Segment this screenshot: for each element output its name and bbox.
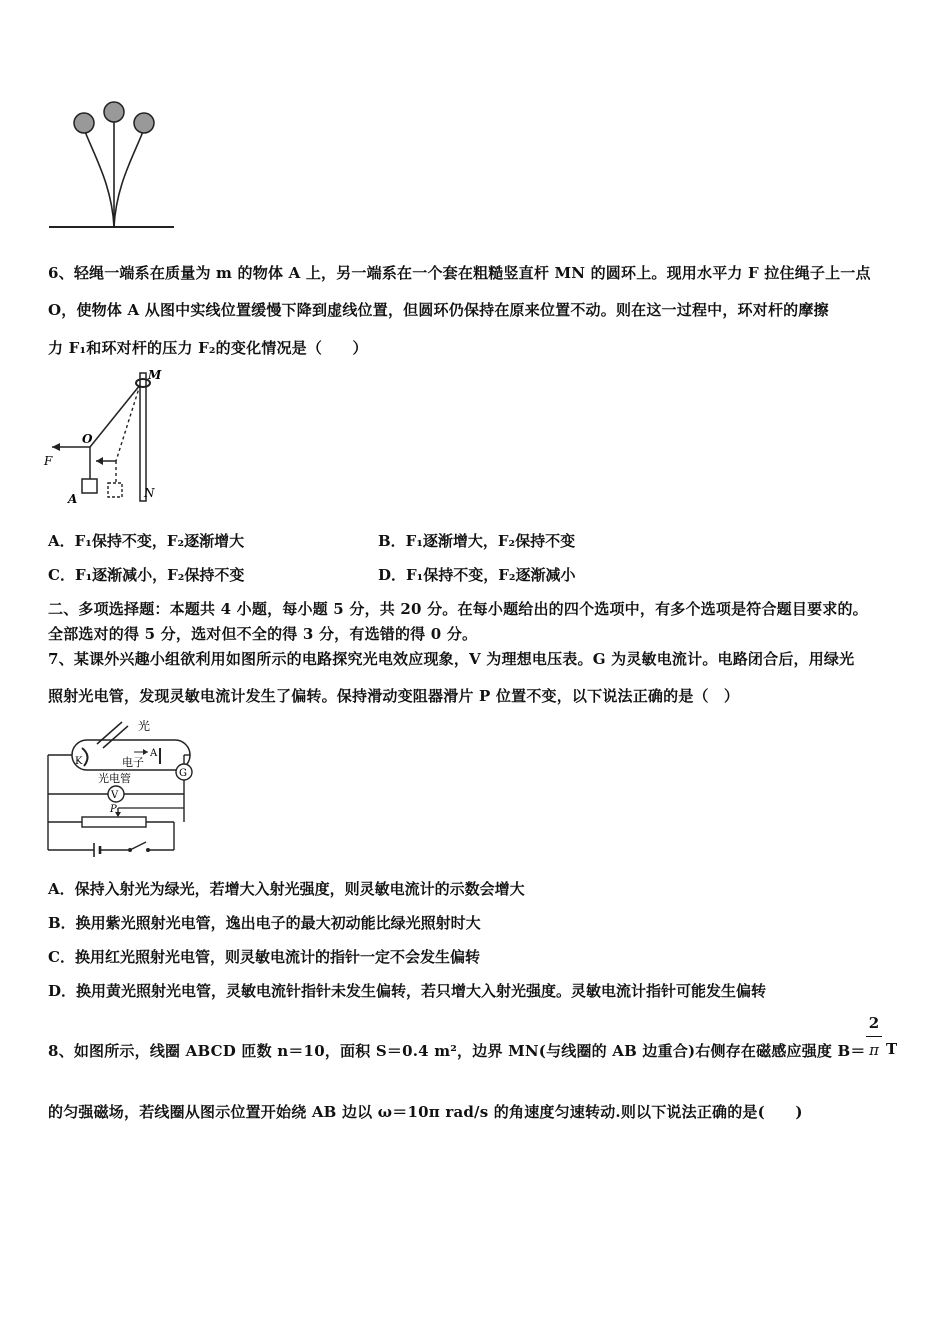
q6-line-3: 力 F₁和环对杆的压力 F₂的变化情况是（ ） (48, 339, 368, 357)
q7-line-2: 照射光电管，发现灵敏电流计发生了偏转。保持滑动变阻器滑片 P 位置不变，以下说法正确的是（ ） (48, 687, 740, 705)
q7-line-1: 7、某课外兴趣小组欲利用如图所示的电路探究光电效应现象，V 为理想电压表。G 为灵敏电流计。电路闭合后，用绿光 (48, 650, 855, 668)
q8-unit: T (886, 1040, 898, 1058)
label-n: N (144, 486, 155, 500)
label-anode: A (150, 748, 158, 759)
q6-option-c: C．F₁逐渐减小，F₂保持不变 (48, 566, 245, 584)
q8-fraction-numerator: 2 (868, 1014, 880, 1032)
label-o: O (82, 432, 93, 446)
q7-option-d: D．换用黄光照射光电管，灵敏电流针指针未发生偏转，若只增大入射光强度。灵敏电流计指针可能发生偏转 (48, 982, 767, 1000)
q7-option-a: A．保持入射光为绿光，若增大入射光强度，则灵敏电流计的示数会增大 (48, 880, 525, 898)
balls-figure (44, 95, 184, 235)
label-g: G (179, 768, 187, 779)
label-light: 光 (138, 719, 151, 733)
q8-line-1: 8、如图所示，线圈 ABCD 匝数 n＝10，面积 S＝0.4 m²，边界 MN(与线圈的 AB 边重合)右侧存在磁感应强度 B＝ (48, 1042, 866, 1060)
q8-line-2: 的匀强磁场，若线圈从图示位置开始绕 AB 边以 ω＝10π rad/s 的角速度匀速转动.则以下说法正确的是( ) (48, 1103, 803, 1121)
q6-option-d: D．F₁保持不变，F₂逐渐减小 (378, 566, 576, 584)
section2-line-2: 全部选对的得 5 分，选对但不全的得 3 分，有选错的得 0 分。 (48, 625, 478, 643)
section2-line-1: 二、多项选择题：本题共 4 小题，每小题 5 分，共 20 分。在每小题给出的四个选项中，有多个选项是符合题目要求的。 (48, 600, 868, 618)
label-k: K (75, 756, 83, 767)
label-m: M (148, 368, 162, 382)
q8-fraction-denominator: π (869, 1041, 879, 1059)
q6-figure (42, 365, 177, 505)
label-electron: 电子 (122, 756, 144, 769)
label-f: F (44, 454, 53, 468)
label-v: V (111, 790, 119, 801)
q7-circuit-figure (42, 712, 202, 860)
q8-fraction-bar (866, 1036, 882, 1037)
label-a: A (68, 492, 78, 505)
label-tube: 光电管 (98, 772, 131, 785)
q6-line-1: 6、轻绳一端系在质量为 m 的物体 A 上，另一端系在一个套在粗糙竖直杆 MN 的圆环上。现用水平力 F 拉住绳子上一点 (48, 264, 871, 282)
q6-line-2: O，使物体 A 从图中实线位置缓慢下降到虚线位置，但圆环仍保持在原来位置不动。则在这一过程中，环对杆的摩擦 (48, 301, 829, 319)
label-p: P (110, 804, 117, 815)
q6-option-a: A．F₁保持不变，F₂逐渐增大 (48, 532, 245, 550)
q6-option-b: B．F₁逐渐增大，F₂保持不变 (378, 532, 576, 550)
q7-option-b: B．换用紫光照射光电管，逸出电子的最大初动能比绿光照射时大 (48, 914, 481, 932)
q7-option-c: C．换用红光照射光电管，则灵敏电流计的指针一定不会发生偏转 (48, 948, 480, 966)
